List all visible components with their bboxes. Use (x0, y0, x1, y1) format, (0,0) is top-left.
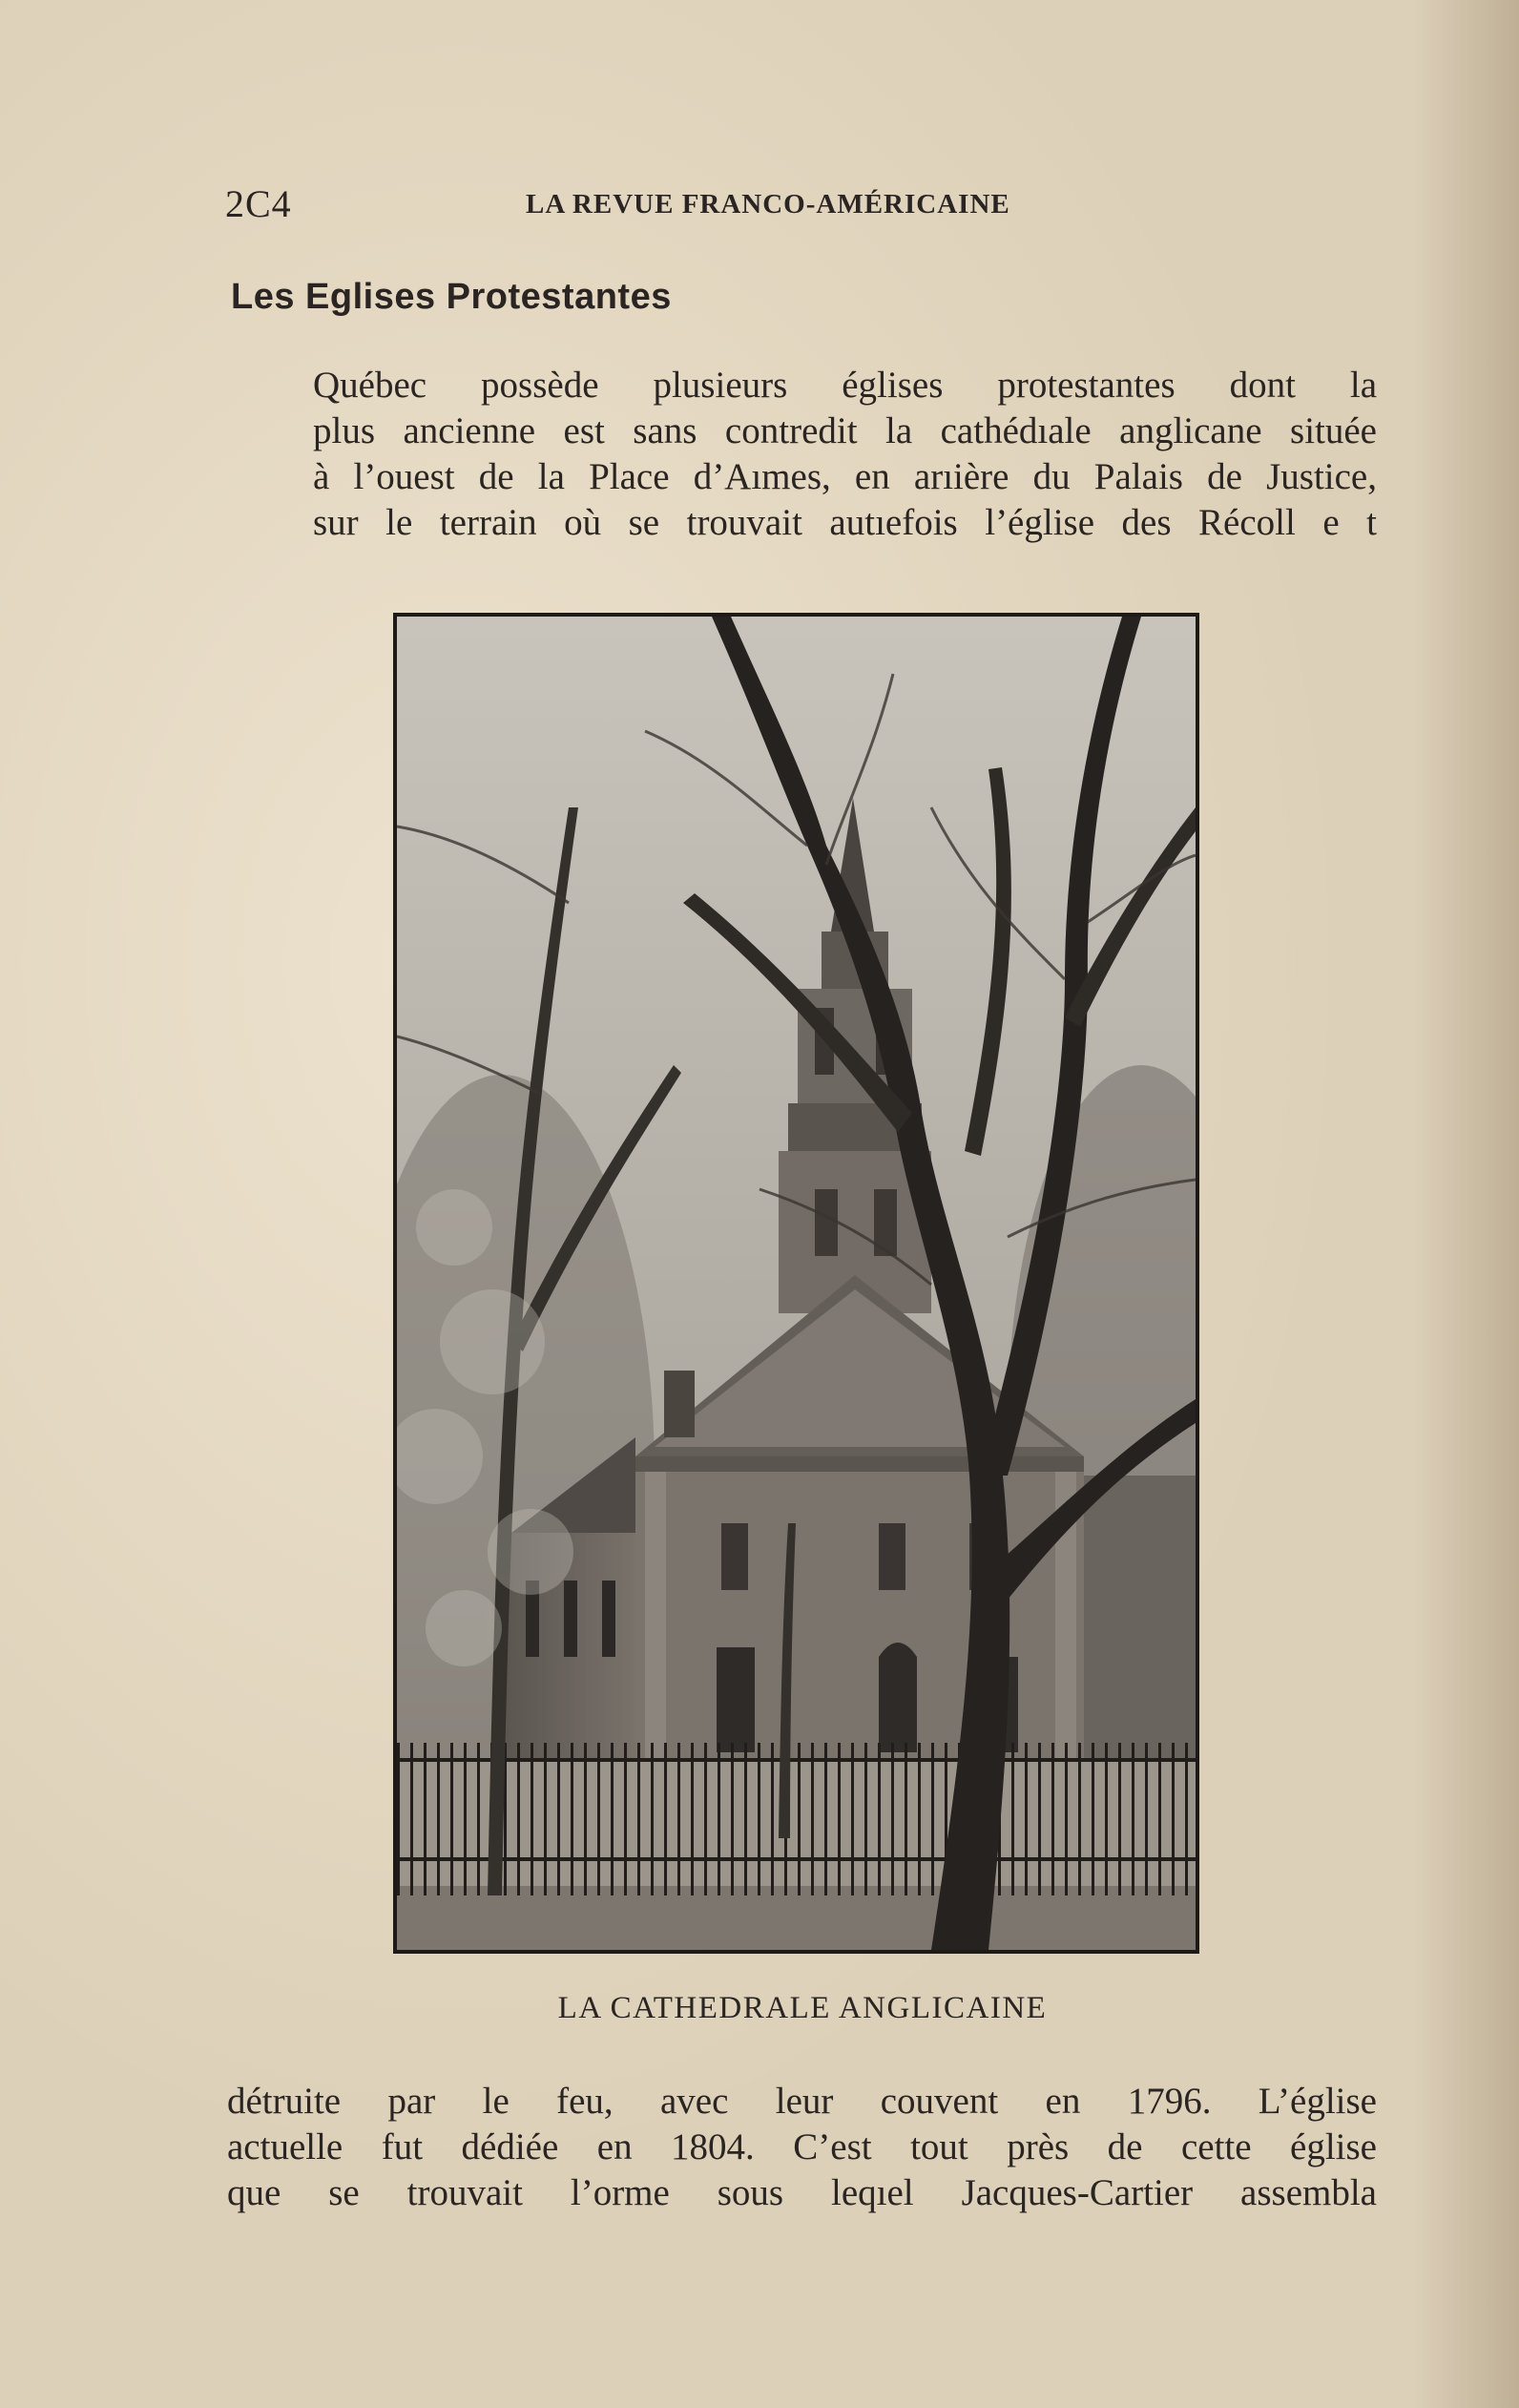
figure-caption: LA CATHEDRALE ANGLICAINE (557, 1991, 1048, 2025)
page-number: 2C4 (225, 182, 292, 225)
paragraph-continuation (227, 2079, 1377, 2216)
running-title: LA REVUE FRANCO-AMÉRICAINE (526, 189, 1010, 220)
text-line: actuelle fut dédiée en 1804. C’est tout près de cette église (227, 2126, 1377, 2167)
running-header (225, 181, 1375, 229)
text-line: détruite par le feu, avec leur couvent en 1796. L’église (227, 2081, 1377, 2122)
text-line: sur le terrain où se trouvait autıefois l’église des Récoll e t (313, 502, 1377, 543)
section-heading: Les Eglises Protestantes (231, 277, 672, 317)
text-line: que se trouvait l’orme sous leqıel Jacques-Cartier assembla (227, 2172, 1377, 2213)
cathedral-photograph (393, 613, 1199, 1954)
text-line: à l’ouest de la Place d’Aımes, en arıière du Palais de Justice, (313, 456, 1377, 497)
paragraph-intro (227, 363, 1377, 546)
text-line: plus ancienne est sans contredit la cathédıale anglicane située (313, 410, 1377, 451)
text-line: Québec possède plusieurs églises protestantes dont la (313, 365, 1377, 406)
